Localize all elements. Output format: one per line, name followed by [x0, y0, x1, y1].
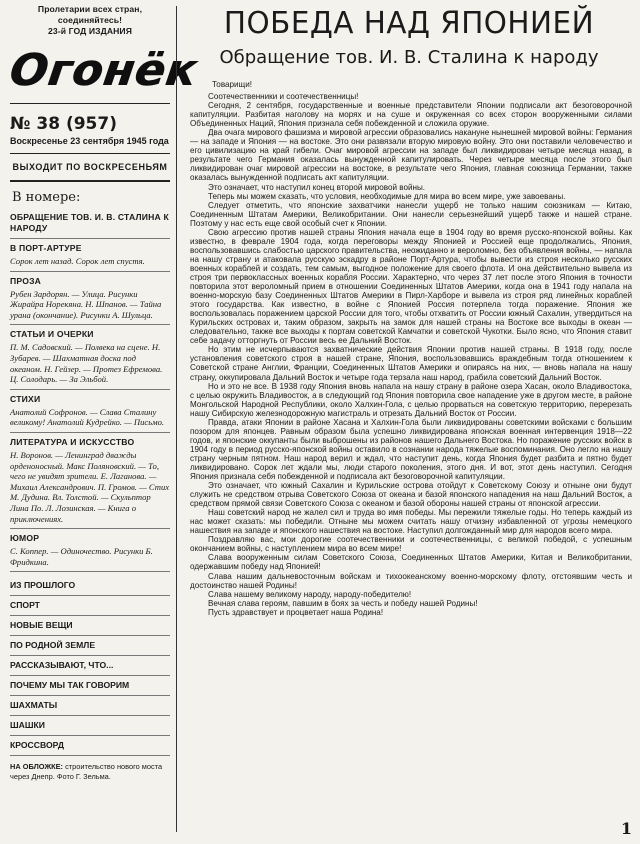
section-title: ЮМОР: [10, 533, 40, 544]
article-headline: ПОБЕДА НАД ЯПОНИЕЙ: [223, 6, 595, 41]
contents-sections: [10, 212, 170, 572]
article-paragraph: Слава нашему великому народу, народу-победителю!: [208, 589, 412, 599]
article-paragraph: Наш советский народ не жалел сил и труда во имя победы. Мы пережили тяжелые годы. Но теперь каждый из нас может сказать: мы победили. Отныне мы можем считать нашу отчизну избавленной от угрозы немецкого нашествия на западе и японского нашествия на востоке. Наступил долгожданный мир для народов всего мира.: [190, 508, 632, 536]
divider: [10, 389, 170, 390]
section-entries: Рубен Зардорян. — Улица. Рисунки Жирайра Норекяна. Н. Шпанов. — Тайна урана (окончание). Рисунки А. Шульца.: [10, 288, 162, 320]
article-paragraph: Пусть здравствует и процветает наша Родина!: [208, 607, 384, 617]
in-issue-heading: В номере:: [12, 190, 81, 205]
contents-section: [10, 276, 170, 326]
article-body: [186, 80, 632, 617]
section-title: СТАТЬИ И ОЧЕРКИ: [10, 329, 94, 340]
contents-departments: [10, 576, 170, 756]
article-paragraph: Два очага мирового фашизма и мировой агрессии образовались накануне нынешней мировой войны: Германия — на западе и Япония — на востоке. Это они развязали вторую мировую войну. Это они поставили человечество и его цивилизацию на край гибели. Очаг мировой агрессии на западе был ликвидирован четыре месяца назад, в результате чего Германия оказалась вынужденной капитулировать. Через четыре месяца после этого был ликвидирован очаг мировой агрессии на востоке, в результате чего Япония, главная союзница Германии, также оказалась вынужденной подписать акт капитуляции.: [190, 128, 632, 183]
section-title: СТИХИ: [10, 393, 41, 404]
article-paragraph: Вечная слава героям, павшим в боях за честь и победу нашей Родины!: [208, 598, 478, 608]
department-item: КРОССВОРД: [10, 736, 170, 756]
table-of-contents-column: [6, 4, 201, 836]
issue-number: № 38 (957): [10, 114, 117, 134]
publication-frequency: ВЫХОДИТ ПО ВОСКРЕСЕНЬЯМ: [12, 162, 168, 172]
department-item: ШАХМАТЫ: [10, 696, 170, 716]
section-entries: С. Коппер. — Одиночество. Рисунки Б. Фридкина.: [10, 546, 153, 567]
section-title: В ПОРТ-АРТУРЕ: [10, 243, 82, 253]
department-item: СПОРТ: [10, 596, 170, 616]
article-paragraph: Но и это не все. В 1938 году Япония вновь напала на нашу страну в районе озера Хасан, около Владивостока, с целью окружить Владивосток, а в следующий год Япония повторила свое нападение уже в другом месте, в районе Монгольской Народной Республики, около Халхин-Гола, с целью прорваться на советскую территорию, перерезать нашу Сибирскую железнодорожную магистраль и отрезать Дальний Восток от России.: [190, 381, 632, 418]
divider: [10, 571, 170, 572]
divider: [10, 103, 170, 104]
department-item: ПОЧЕМУ МЫ ТАК ГОВОРИМ: [10, 676, 170, 696]
section-entries: Анатолий Софронов. — Слава Сталину великому! Анатолий Кудрейко. — Письмо.: [10, 406, 165, 428]
article-paragraph: Теперь мы можем сказать, что условия, необходимые для мира во всем мире, уже завоеваны.: [208, 191, 566, 201]
article-paragraph: Свою агрессию против нашей страны Япония начала еще в 1904 году во время русско-японской войны. Как известно, в феврале 1904 года, когда переговоры между Японией и Россией еще продолжались, Япония, воспользовавшись слабостью царского правительства, неожиданно и вероломно, без объявления войны, — напала на нашу страну и атаковала русскую эскадру в районе Порт-Артура, чтобы вывести из строя несколько русских военных кораблей и создать, тем самым, выгодное положение для своего флота. И она действительно вывела из строя три первоклассных военных корабля России. Характерно, что через 37 лет после этого Япония в точности повторила этот вероломный прием в отношении Соединенных Штатов Америки, когда она в 1941 году напала на военно-морскую базу Соединенных Штатов Америки в Пирл-Харборе и вывела из строя ряд линейных кораблей этого государства. Как известно, в войне с Японией Россия потерпела тогда поражение. Япония же воспользовалась поражением царской России для того, чтобы отхватить от России южный Сахалин, утвердиться на Курильских островах и, таким образом, закрыть на замок для нашей страны на Востоке все выходы в океан — следовательно, также все выходы к портам советской Камчатки и советской Чукотки. Было ясно, что Япония ставит себе задачу отторгнуть от России весь ее Дальний Восток.: [190, 227, 632, 346]
divider: [10, 528, 170, 529]
contents-section: [10, 533, 170, 572]
article-paragraph: Сегодня, 2 сентября, государственные и военные представители Японии подписали акт безоговорочной капитуляции. Разбитая наголову на морях и на суше и окруженная со всех сторон вооруженными силами Объединенных Наций, Япония признала себя побежденной и сложила оружие.: [190, 101, 632, 129]
party-slogan: Пролетарии всех стран, соединяйтесь! 23-й ГОД ИЗДАНИЯ: [37, 4, 143, 36]
contents-section: [10, 212, 170, 239]
department-item: НОВЫЕ ВЕЩИ: [10, 616, 170, 636]
article-paragraph: Поздравляю вас, мои дорогие соотечественники и соотечественницы, с великой победой, с успешным окончанием войны, с наступлением мира во всем мире!: [190, 535, 632, 554]
lead-article: [186, 6, 632, 834]
article-paragraph: Слава нашим дальневосточным войскам и тихоокеанскому военно-морскому флоту, отстоявшим честь и достоинство нашей Родины!: [190, 571, 632, 590]
masthead-logo: Огонёк: [6, 45, 201, 96]
cover-text: строительство нового моста через Днепр. Фото Г. Зельма.: [10, 762, 163, 781]
department-item: РАССКАЗЫВАЮТ, ЧТО...: [10, 656, 170, 676]
page-number: 1: [620, 819, 632, 838]
section-title: ПРОЗА: [10, 275, 42, 286]
divider: [10, 153, 170, 154]
section-entries: Н. Воронов. — Ленинград дважды орденоносный. Макс Поляновский. — То, чего не увидят зрители. Е. Лаганова. — Михаил Александрович. П. Громов. — Стих М. Дудина. Вл. Толстой. — Скульптор Лина По. Л. Лозинская. — Книга о приключениях.: [10, 449, 170, 524]
article-paragraph: Но этим не исчерпываются захватнические действия Японии против нашей страны. В 1918 году, после установления советского строя в нашей стране, Япония, воспользовавшись враждебным тогда отношением к Советской стране Англии, Франции, Соединенных Штатов Америки и опираясь на них, — вновь напала на нашу страну, оккупировала Дальний Восток и четыре года терзала наш народ, грабила советский Дальний Восток.: [190, 345, 632, 382]
article-paragraph: Слава вооруженным силам Советского Союза, Соединенных Штатов Америки, Китая и Великобритании, одержавшим победу над Японией!: [190, 553, 632, 572]
contents-section: [10, 329, 170, 389]
issue-date: Воскресенье 23 сентября 1945 года: [10, 136, 169, 146]
department-item: ШАШКИ: [10, 716, 170, 736]
contents-section: [10, 243, 170, 272]
article-paragraph: Это означает, что южный Сахалин и Курильские острова отойдут к Советскому Союзу и отныне они будут служить не средством отрыва Советского Союза от океана и базой японского нападения на наш Дальний Восток, а средством прямой связи Советского Союза с океаном и базой обороны нашей страны от японской агрессии.: [190, 481, 632, 509]
divider: [10, 324, 170, 325]
section-entries: Сорок лет назад. Сорок лет спустя.: [10, 256, 145, 266]
article-salutation: Товарищи!: [212, 80, 252, 89]
section-title: ОБРАЩЕНИЕ ТОВ. И. В. СТАЛИНА К НАРОДУ: [10, 212, 169, 233]
section-entries: П. М. Садовский. — Полвека на сцене. Н. Зубарев. — Шахматная доска под океаном. Н. Гейзер. — Протез Ефремова. Ц. Солодарь. — За Эльбой.: [10, 342, 163, 385]
cover-label: НА ОБЛОЖКЕ:: [10, 762, 64, 772]
department-item: ПО РОДНОЙ ЗЕМЛЕ: [10, 636, 170, 656]
divider: [10, 432, 170, 433]
cover-caption: [10, 762, 170, 781]
article-subheadline: Обращение тов. И. В. Сталина к народу: [219, 47, 599, 68]
article-paragraph: Это означает, что наступил конец второй мировой войны.: [208, 182, 426, 192]
section-title: ЛИТЕРАТУРА И ИСКУССТВО: [10, 436, 135, 447]
article-paragraph: Правда, атаки Японии в районе Хасана и Халхин-Гола были ликвидированы советскими войсками с большим позором для японцев. Равным образом была успешно ликвидирована японская военная интервенция 1918—22 годов, и японские оккупанты были выброшены из районов нашего Дальнего Востока. Но поражение русских войск в 1904 году в период русско-японской войны оставило в сознании народа тяжелые воспоминания. Оно легло на нашу страну черным пятном. Наш народ верил и ждал, что наступит день, когда Япония будет разбита и пятно будет ликвидировано. Сорок лет ждали мы, люди старого поколения, этого дня. И вот, этот день наступил. Сегодня Япония признала себя побежденной и подписала акт безоговорочной капитуляции.: [190, 417, 632, 482]
article-paragraph: Соотечественники и соотечественницы!: [208, 92, 359, 102]
contents-section: [10, 437, 170, 529]
divider: [10, 271, 170, 272]
divider: [10, 180, 170, 182]
contents-section: [10, 394, 170, 433]
divider: [10, 238, 170, 239]
column-divider: [176, 6, 177, 832]
article-paragraph: Следует отметить, что японские захватчики нанесли ущерб не только нашим союзникам — Китаю, Соединенным Штатам Америки, Великобритании. Они нанесли серьезнейший ущерб также и нашей стране. Поэтому у нас есть еще свой особый счет к Японии.: [190, 200, 632, 228]
department-item: ИЗ ПРОШЛОГО: [10, 576, 170, 596]
